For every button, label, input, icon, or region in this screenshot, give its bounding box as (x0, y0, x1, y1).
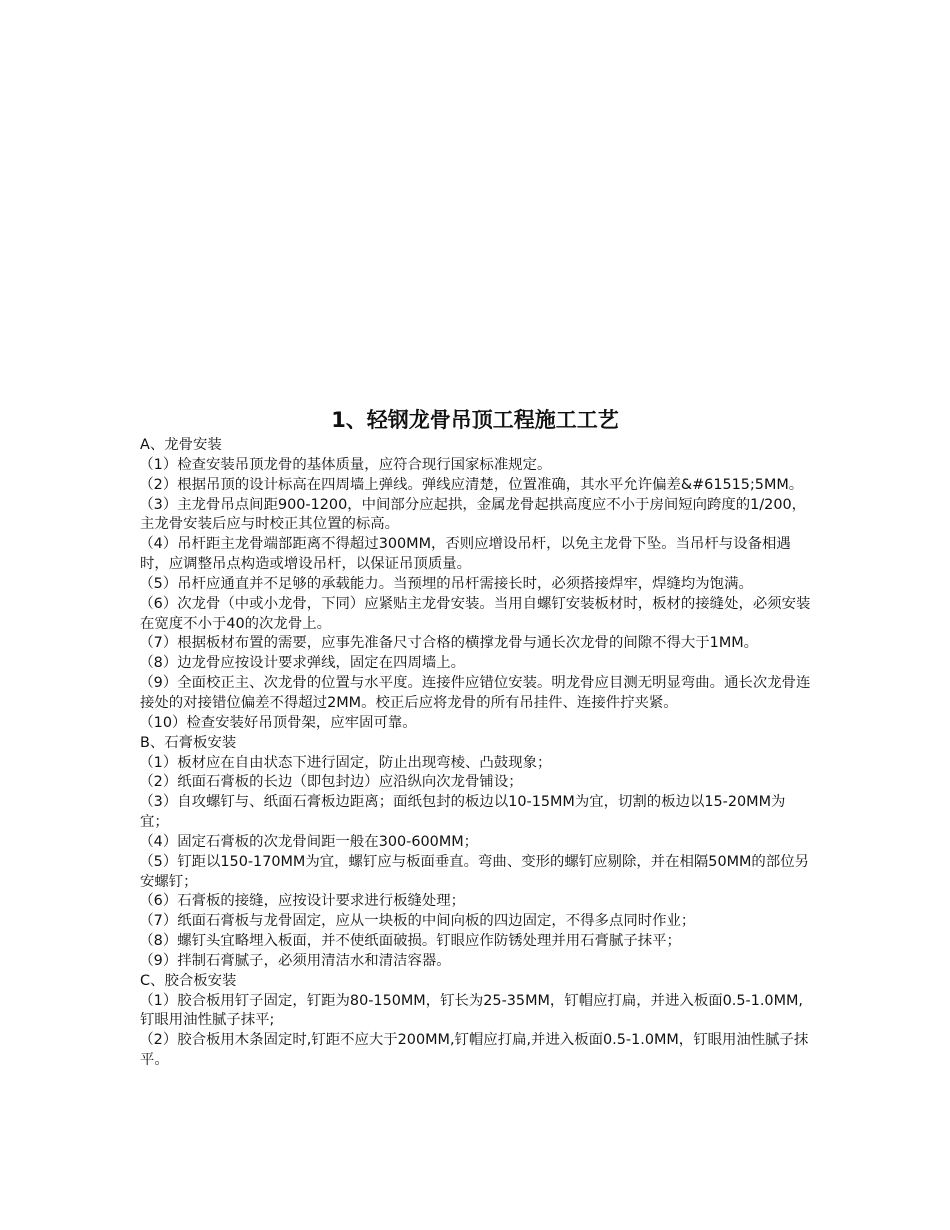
list-item: （3）主龙骨吊点间距900-1200，中间部分应起拱，金属龙骨起拱高度应不小于房间短向跨度的1/200，主龙骨安装后应与时校正其位置的标高。 (139, 496, 807, 533)
list-item: （4）固定石膏板的次龙骨间距一般在300-600MM； (139, 833, 479, 850)
list-item: （10）检查安装好吊顶骨架，应牢固可靠。 (139, 714, 417, 731)
list-item: （5）钉距以150-170MM为宜，螺钉应与板面垂直。弯曲、变形的螺钉应剔除，并在相隔50MM的部位另安螺钉； (139, 853, 809, 890)
list-item: （3）自攻螺钉与、纸面石膏板边距离；面纸包封的板边以10-15MM为宜，切割的板边以15-20MM为宜； (139, 794, 786, 831)
list-item: （2）纸面石膏板的长边（即包封边）应沿纵向次龙骨铺设； (139, 774, 523, 791)
list-item: （7）纸面石膏板与龙骨固定，应从一块板的中间向板的四边固定，不得多点同时作业； (139, 913, 696, 930)
list-item: （6）石膏板的接缝，应按设计要求进行板缝处理； (139, 893, 466, 910)
list-item: （9）拌制石膏腻子，必须用清洁水和清洁容器。 (139, 952, 451, 969)
list-item: （1）板材应在自由状态下进行固定，防止出现弯棱、凸鼓现象； (139, 754, 552, 771)
list-item: （2）根据吊顶的设计标高在四周墙上弹线。弹线应清楚，位置准确，其水平允许偏差&#61515;5MM。 (139, 476, 804, 493)
document-body (140, 436, 812, 1071)
section-b (140, 734, 812, 972)
list-item: （6）次龙骨（中或小龙骨，下同）应紧贴主龙骨安装。当用自螺钉安装板材时，板材的接缝处，必须安装在宽度不小于40的次龙骨上。 (139, 595, 811, 632)
section-heading: C、胶合板安装 (140, 972, 237, 989)
section-heading: B、石膏板安装 (140, 734, 237, 751)
list-item: （4）吊杆距主龙骨端部距离不得超过300MM，否则应增设吊杆，以免主龙骨下坠。当吊杆与设备相遇时，应调整吊点构造或增设吊杆，以保证吊顶质量。 (139, 536, 791, 573)
list-item: （2）胶合板用木条固定时,钉距不应大于200MM,钉帽应打扁,并进入板面0.5-1.0MM，钉眼用油性腻子抹平。 (139, 1032, 809, 1069)
page-title: 1、轻钢龙骨吊顶工程施工工艺 (331, 408, 619, 432)
list-item: （9）全面校正主、次龙骨的位置与水平度。连接件应错位安装。明龙骨应目测无明显弯曲。通长次龙骨连接处的对接错位偏差不得超过2MM。校正后应将龙骨的所有吊挂件、连接件拧夹紧。 (139, 675, 811, 711)
section-c (140, 972, 812, 1071)
list-item: （1）胶合板用钉子固定，钉距为80-150MM，钉长为25-35MM，钉帽应打扁，并进入板面0.5-1.0MM,钉眼用油性腻子抹平; (139, 992, 803, 1029)
section-heading: A、龙骨安装 (140, 437, 222, 453)
list-item: （7）根据板材布置的需要，应事先准备尺寸合格的横撑龙骨与通长次龙骨的间隙不得大于1MM。 (139, 635, 759, 652)
list-item: （5）吊杆应通直并不足够的承载能力。当预埋的吊杆需接长时，必须搭接焊牢，焊缝均为饱满。 (139, 575, 753, 592)
list-item: （8）边龙骨应按设计要求弹线，固定在四周墙上。 (139, 655, 466, 672)
list-item: （1）检查安装吊顶龙骨的基体质量，应符合现行国家标准规定。 (139, 456, 552, 473)
list-item: （8）螺钉头宜略埋入板面，并不使纸面破损。钉眼应作防锈处理并用石膏腻子抹平； (139, 933, 681, 950)
section-a (140, 436, 812, 734)
